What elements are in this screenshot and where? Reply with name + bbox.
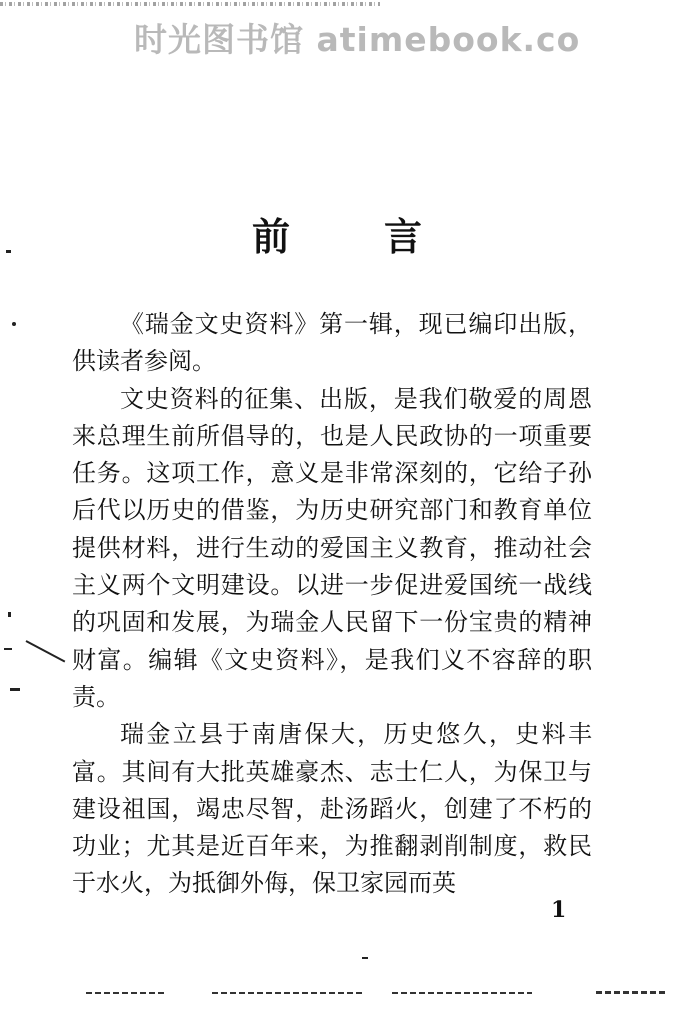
paragraph-2: 文史资料的征集、出版，是我们敬爱的周恩来总理生前所倡导的，也是人民政协的一项重要任务。这项工作，意义是非常深刻的，它给子孙后代以历史的借鉴，为历史研究部门和教育单位提供材料，进行生动的爱国主义教育，推动社会主义两个文明建设。以进一步促进爱国统一战线的巩固和发展，为瑞金人民留下一份宝贵的精神财富。编辑《文史资料》，是我们义不容辞的职责。 (72, 384, 592, 711)
scan-bottom-line (86, 992, 166, 994)
title-char-2: 言 (383, 214, 422, 259)
scan-noise-top (0, 2, 380, 6)
scan-bottom-line (212, 992, 362, 994)
paragraph-1: 《瑞金文史资料》第一辑，现已编印出版，供读者参阅。 (72, 310, 592, 376)
title-char-1: 前 (252, 214, 291, 259)
scan-speck (8, 612, 11, 617)
page-title (252, 206, 422, 261)
scan-speck (12, 322, 16, 326)
scan-margin-stroke (26, 640, 66, 662)
scan-bottom-line (596, 991, 666, 994)
watermark: 时光图书馆 atimebook.co (134, 20, 581, 59)
page-number: 1 (551, 897, 567, 923)
scan-speck (362, 957, 368, 959)
scan-speck (6, 250, 11, 253)
scan-bottom-line (392, 992, 532, 994)
preface-body (72, 306, 592, 903)
scan-speck (4, 648, 12, 650)
paragraph-3: 瑞金立县于南唐保大，历史悠久，史料丰富。其间有大批英雄豪杰、志士仁人，为保卫与建设祖国，竭忠尽智，赴汤蹈火，创建了不朽的功业；尤其是近百年来，为推翻剥削制度，救民于水火，为抵御外侮，保卫家园而英 (72, 720, 592, 898)
scan-speck (10, 688, 20, 691)
